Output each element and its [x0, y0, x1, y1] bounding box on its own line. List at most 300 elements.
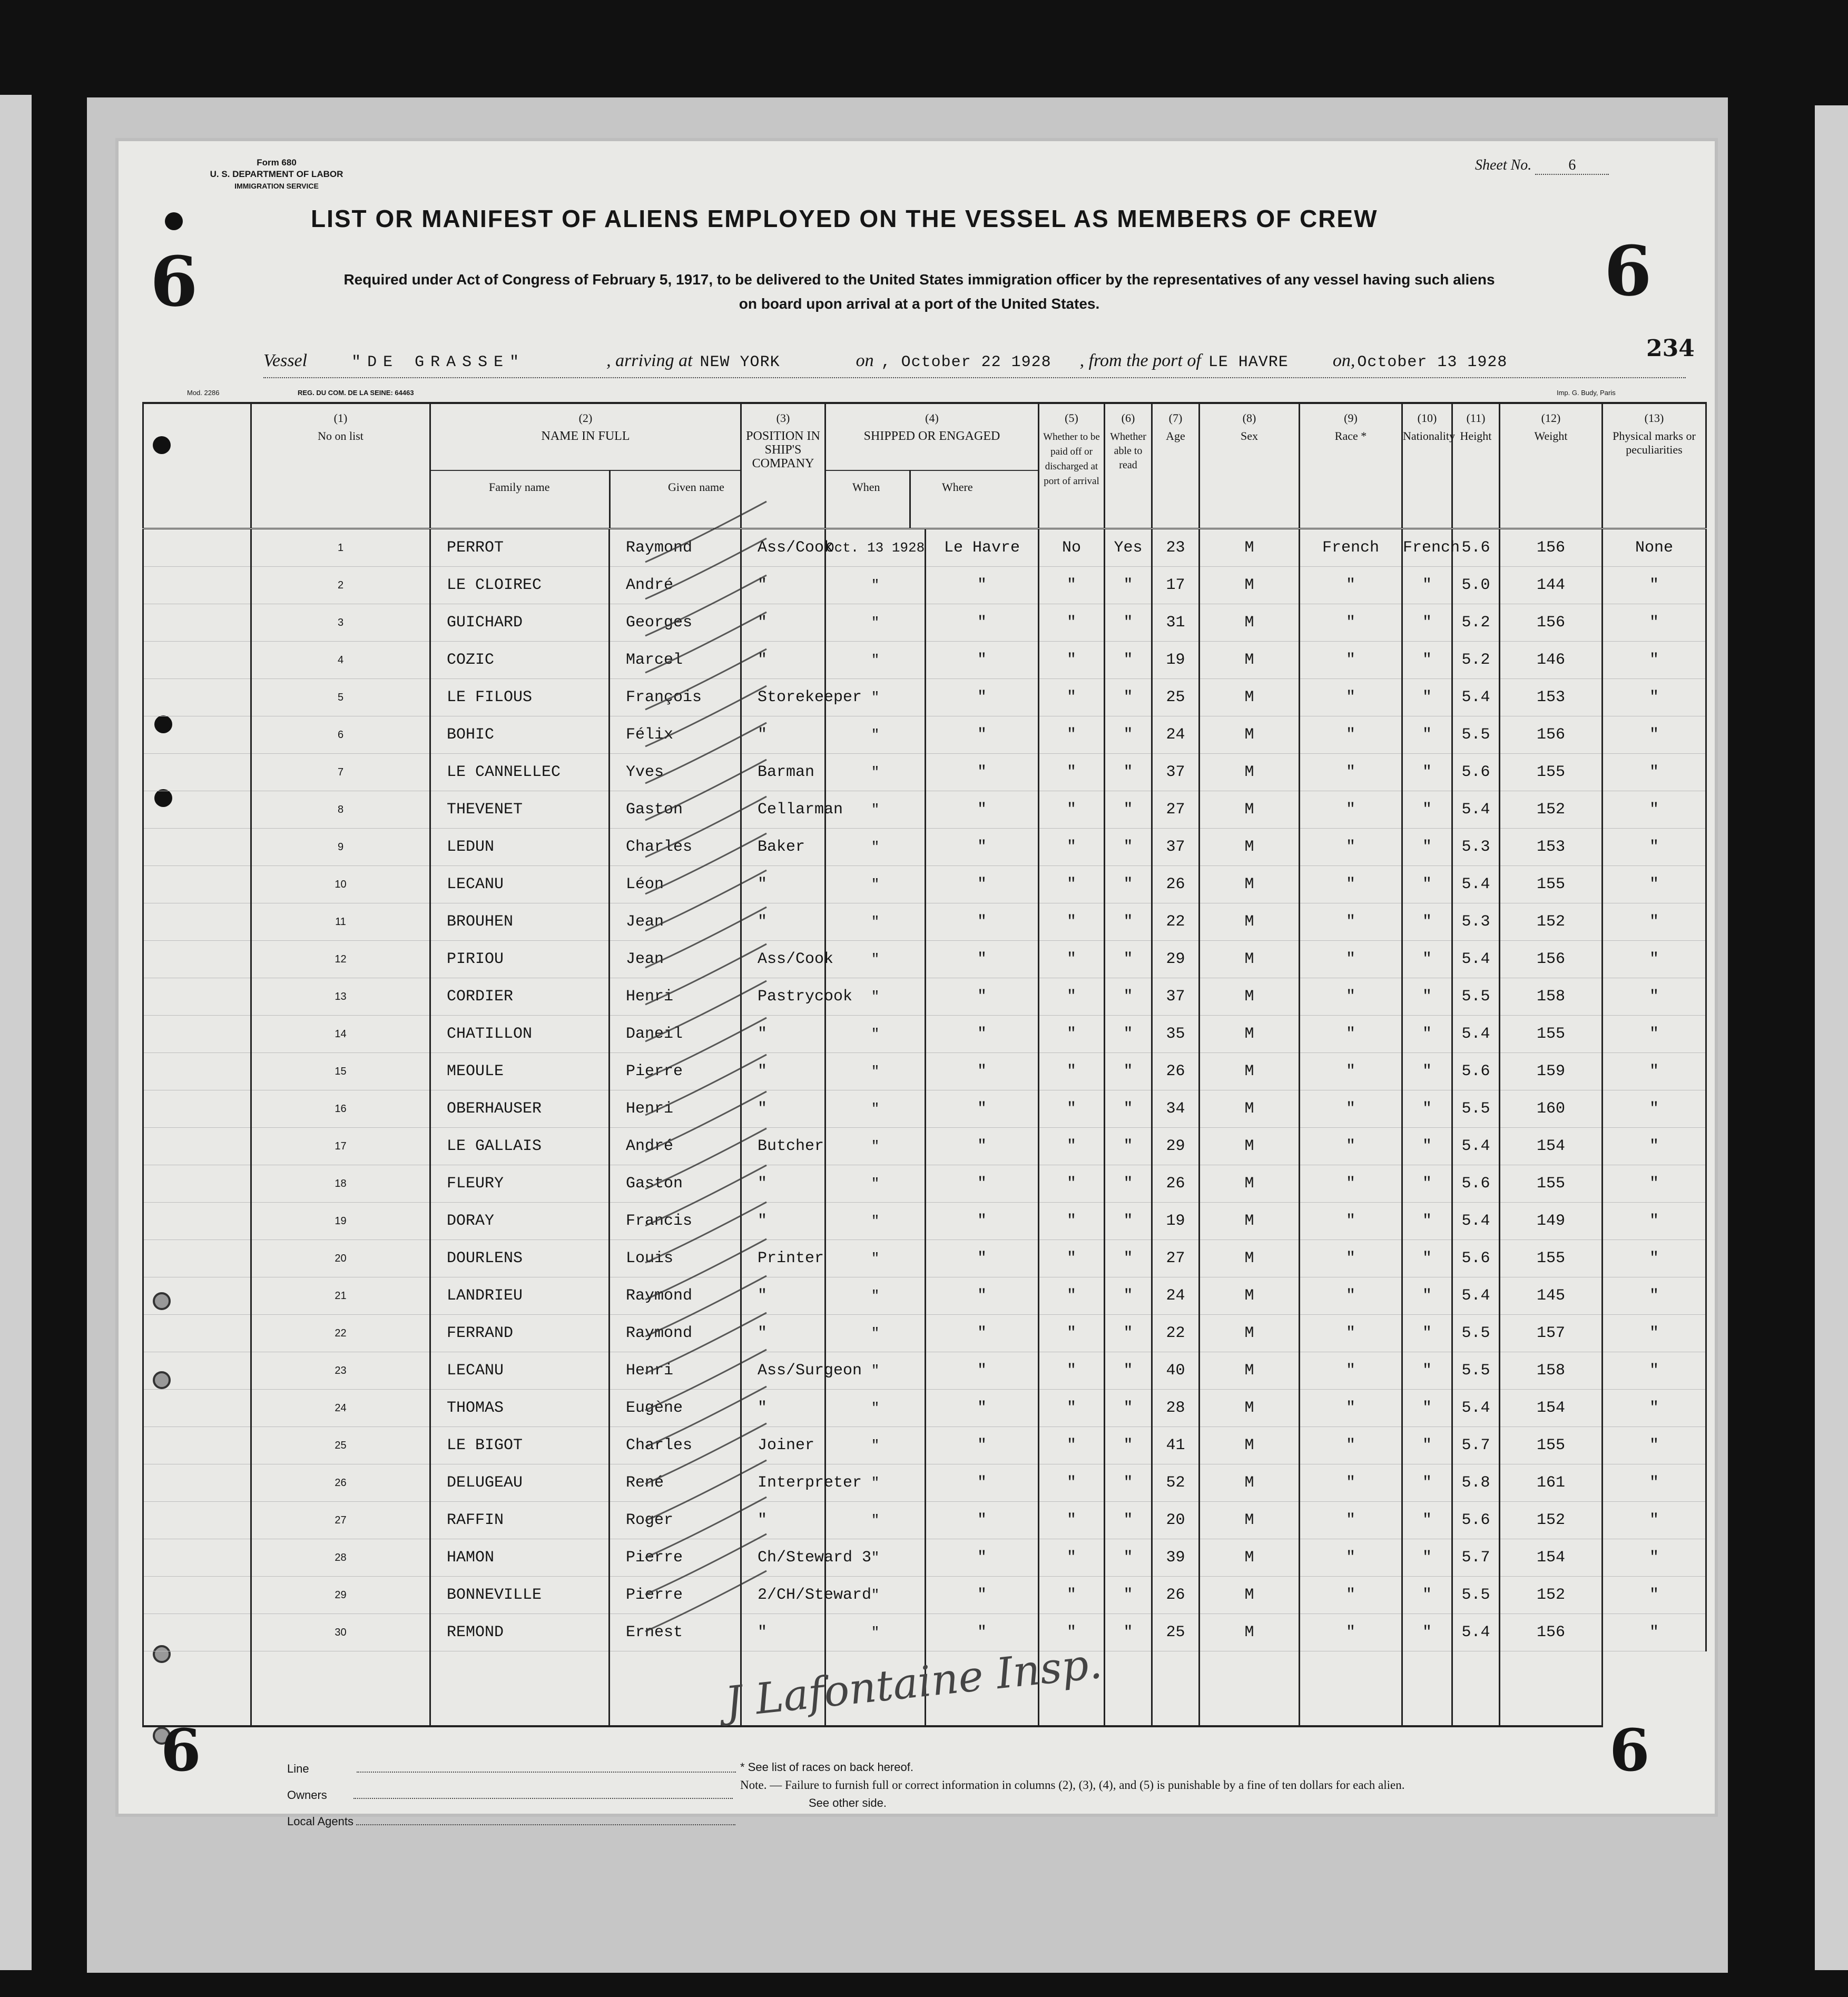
- race-cell: ": [1300, 1277, 1402, 1315]
- shipped-when-cell: ": [825, 941, 926, 978]
- shipped-where-cell: ": [926, 1053, 1039, 1090]
- row-number-cell: 26: [251, 1464, 430, 1502]
- departure-port: LE HAVRE: [1208, 353, 1289, 371]
- position-cell: ": [741, 1165, 825, 1203]
- position-cell: ": [741, 1016, 825, 1053]
- nationality-cell: ": [1402, 1390, 1452, 1427]
- col-spacer: [143, 403, 251, 529]
- family-name-cell: CHATILLON: [430, 1016, 610, 1053]
- table-row: [143, 829, 1706, 866]
- sex-cell: M: [1200, 1614, 1300, 1651]
- row-spacer: [143, 1464, 251, 1502]
- given-name-cell: Gaston: [610, 1165, 741, 1203]
- height-cell: 5.4: [1452, 791, 1500, 829]
- nationality-cell: ": [1402, 1539, 1452, 1577]
- race-cell: ": [1300, 567, 1402, 604]
- shipped-when-cell: ": [825, 679, 926, 716]
- shipped-when-cell: ": [825, 866, 926, 903]
- age-cell: 34: [1152, 1090, 1200, 1128]
- able-to-read-cell: ": [1105, 754, 1152, 791]
- family-name-cell: MEOULE: [430, 1053, 610, 1090]
- line-label: Line: [287, 1762, 309, 1775]
- age-cell: 25: [1152, 1614, 1200, 1651]
- family-name-cell: DORAY: [430, 1203, 610, 1240]
- able-to-read-cell: ": [1105, 829, 1152, 866]
- race-cell: ": [1300, 1090, 1402, 1128]
- shipped-when-cell: ": [825, 1390, 926, 1427]
- age-cell: 37: [1152, 754, 1200, 791]
- family-name-cell: THOMAS: [430, 1390, 610, 1427]
- where-header: Where: [942, 480, 973, 494]
- row-number-cell: 20: [251, 1240, 430, 1277]
- row-number-cell: 9: [251, 829, 430, 866]
- row-spacer: [143, 1240, 251, 1277]
- given-name-cell: Ernest: [610, 1614, 741, 1651]
- shipped-where-cell: ": [926, 978, 1039, 1016]
- table-row: [143, 1053, 1706, 1090]
- shipped-where-cell: ": [926, 1614, 1039, 1651]
- height-cell: 5.3: [1452, 829, 1500, 866]
- given-name-cell: Eugène: [610, 1390, 741, 1427]
- weight-cell: 152: [1500, 1502, 1603, 1539]
- family-name-cell: DELUGEAU: [430, 1464, 610, 1502]
- table-row: [143, 1464, 1706, 1502]
- position-cell: ": [741, 866, 825, 903]
- physical-marks-cell: ": [1603, 978, 1706, 1016]
- race-cell: ": [1300, 1352, 1402, 1390]
- row-number-cell: 19: [251, 1203, 430, 1240]
- given-name-cell: Charles: [610, 829, 741, 866]
- race-cell: ": [1300, 829, 1402, 866]
- physical-marks-cell: ": [1603, 716, 1706, 754]
- mod-number: Mod. 2286: [187, 389, 220, 397]
- big-sheet-number-bottom-left: 6: [161, 1716, 201, 1784]
- position-cell: ": [741, 1390, 825, 1427]
- shipped-where-cell: ": [926, 1240, 1039, 1277]
- family-name-cell: COZIC: [430, 642, 610, 679]
- paid-off-cell: ": [1039, 1390, 1105, 1427]
- row-number-cell: 21: [251, 1277, 430, 1315]
- given-name-cell: Daneil: [610, 1016, 741, 1053]
- paid-off-cell: ": [1039, 1165, 1105, 1203]
- row-number-cell: 24: [251, 1390, 430, 1427]
- nationality-cell: ": [1402, 978, 1452, 1016]
- form-number: Form 680: [257, 158, 297, 168]
- given-name-cell: Jean: [610, 903, 741, 941]
- row-spacer: [143, 529, 251, 567]
- weight-cell: 156: [1500, 1614, 1603, 1651]
- sex-cell: M: [1200, 529, 1300, 567]
- weight-cell: 152: [1500, 791, 1603, 829]
- form-designation: [208, 157, 345, 192]
- paid-off-cell: ": [1039, 1464, 1105, 1502]
- shipped-when-cell: ": [825, 642, 926, 679]
- height-cell: 5.4: [1452, 679, 1500, 716]
- shipped-where-cell: ": [926, 1577, 1039, 1614]
- nationality-cell: ": [1402, 679, 1452, 716]
- race-cell: ": [1300, 1614, 1402, 1651]
- col-header-name: (2) NAME IN FULL Family name Given name: [430, 403, 741, 529]
- penalty-note: Note. — Failure to furnish full or correct information in columns (2), (3), (4), and (5) is punishable by a fine of ten dollars for each alien.: [740, 1778, 1405, 1792]
- table-row: [143, 1203, 1706, 1240]
- shipped-where-cell: ": [926, 1502, 1039, 1539]
- position-cell: ": [741, 1090, 825, 1128]
- height-cell: 5.8: [1452, 1464, 1500, 1502]
- shipped-where-cell: ": [926, 1128, 1039, 1165]
- able-to-read-cell: ": [1105, 716, 1152, 754]
- age-cell: 35: [1152, 1016, 1200, 1053]
- title-subtitle: [224, 268, 1615, 316]
- nationality-cell: ": [1402, 1128, 1452, 1165]
- table-row: [143, 716, 1706, 754]
- vessel-label: Vessel: [263, 351, 308, 370]
- row-spacer: [143, 604, 251, 642]
- family-name-cell: RAFFIN: [430, 1502, 610, 1539]
- table-row: [143, 1090, 1706, 1128]
- family-name-header: Family name: [489, 480, 550, 494]
- row-spacer: [143, 941, 251, 978]
- physical-marks-cell: ": [1603, 1165, 1706, 1203]
- sex-cell: M: [1200, 1128, 1300, 1165]
- age-cell: 26: [1152, 1053, 1200, 1090]
- sex-cell: M: [1200, 866, 1300, 903]
- sex-cell: M: [1200, 604, 1300, 642]
- row-number-cell: 2: [251, 567, 430, 604]
- sex-cell: M: [1200, 1539, 1300, 1577]
- height-cell: 5.4: [1452, 1390, 1500, 1427]
- shipped-where-cell: ": [926, 1165, 1039, 1203]
- big-sheet-number-bottom-right: 6: [1609, 1716, 1650, 1784]
- race-cell: ": [1300, 1427, 1402, 1464]
- race-cell: ": [1300, 716, 1402, 754]
- paid-off-cell: ": [1039, 716, 1105, 754]
- physical-marks-cell: ": [1603, 567, 1706, 604]
- nationality-cell: ": [1402, 1277, 1452, 1315]
- col-header-paid-off: (5) Whether to be paid off or discharged at port of arrival: [1039, 403, 1105, 529]
- height-cell: 5.6: [1452, 1053, 1500, 1090]
- height-cell: 5.6: [1452, 1240, 1500, 1277]
- able-to-read-cell: ": [1105, 567, 1152, 604]
- physical-marks-cell: ": [1603, 866, 1706, 903]
- shipped-when-cell: ": [825, 1203, 926, 1240]
- sex-cell: M: [1200, 978, 1300, 1016]
- printer-name: Imp. G. Budy, Paris: [1557, 389, 1616, 397]
- sex-cell: M: [1200, 1016, 1300, 1053]
- shipped-where-cell: ": [926, 1427, 1039, 1464]
- age-cell: 23: [1152, 529, 1200, 567]
- row-number-cell: 15: [251, 1053, 430, 1090]
- table-row: [143, 791, 1706, 829]
- age-cell: 29: [1152, 1128, 1200, 1165]
- nationality-cell: ": [1402, 1464, 1452, 1502]
- row-number-cell: 5: [251, 679, 430, 716]
- row-number-cell: 28: [251, 1539, 430, 1577]
- col-header-nationality: (10) Nationality: [1402, 403, 1452, 529]
- age-cell: 39: [1152, 1539, 1200, 1577]
- physical-marks-cell: None: [1603, 529, 1706, 567]
- physical-marks-cell: ": [1603, 941, 1706, 978]
- family-name-cell: LECANU: [430, 1352, 610, 1390]
- sex-cell: M: [1200, 1352, 1300, 1390]
- shipped-when-cell: ": [825, 1090, 926, 1128]
- family-name-cell: THEVENET: [430, 791, 610, 829]
- able-to-read-cell: ": [1105, 1277, 1152, 1315]
- weight-cell: 160: [1500, 1090, 1603, 1128]
- physical-marks-cell: ": [1603, 1128, 1706, 1165]
- paid-off-cell: ": [1039, 1053, 1105, 1090]
- paid-off-cell: ": [1039, 829, 1105, 866]
- able-to-read-cell: ": [1105, 1240, 1152, 1277]
- paid-off-cell: No: [1039, 529, 1105, 567]
- manifest-sheet: [119, 141, 1715, 1828]
- able-to-read-cell: ": [1105, 866, 1152, 903]
- departure-date: October 13 1928: [1357, 353, 1508, 371]
- row-number-cell: 7: [251, 754, 430, 791]
- weight-cell: 155: [1500, 1427, 1603, 1464]
- weight-cell: 155: [1500, 1165, 1603, 1203]
- paid-off-cell: ": [1039, 903, 1105, 941]
- height-cell: 5.6: [1452, 1502, 1500, 1539]
- physical-marks-cell: ": [1603, 791, 1706, 829]
- height-cell: 5.4: [1452, 1203, 1500, 1240]
- races-note: * See list of races on back hereof.: [740, 1760, 913, 1774]
- given-name-cell: Pierre: [610, 1577, 741, 1614]
- row-spacer: [143, 1577, 251, 1614]
- age-cell: 27: [1152, 1240, 1200, 1277]
- race-cell: French: [1300, 529, 1402, 567]
- row-number-cell: 23: [251, 1352, 430, 1390]
- table-row: [143, 642, 1706, 679]
- punch-hole: [165, 212, 183, 230]
- given-name-cell: Roger: [610, 1502, 741, 1539]
- paid-off-cell: ": [1039, 1502, 1105, 1539]
- physical-marks-cell: ": [1603, 1203, 1706, 1240]
- race-cell: ": [1300, 1128, 1402, 1165]
- physical-marks-cell: ": [1603, 642, 1706, 679]
- weight-cell: 156: [1500, 604, 1603, 642]
- able-to-read-cell: ": [1105, 1390, 1152, 1427]
- age-cell: 26: [1152, 866, 1200, 903]
- sex-cell: M: [1200, 1053, 1300, 1090]
- race-cell: ": [1300, 754, 1402, 791]
- row-spacer: [143, 1502, 251, 1539]
- shipped-where-cell: ": [926, 829, 1039, 866]
- row-spacer: [143, 1053, 251, 1090]
- family-name-cell: OBERHAUSER: [430, 1090, 610, 1128]
- col-header-no: (1) No on list: [251, 403, 430, 529]
- able-to-read-cell: ": [1105, 1614, 1152, 1651]
- race-cell: ": [1300, 1539, 1402, 1577]
- height-cell: 5.5: [1452, 1090, 1500, 1128]
- weight-cell: 155: [1500, 1240, 1603, 1277]
- race-cell: ": [1300, 679, 1402, 716]
- weight-cell: 156: [1500, 716, 1603, 754]
- paid-off-cell: ": [1039, 1016, 1105, 1053]
- shipped-where-cell: ": [926, 1464, 1039, 1502]
- shipped-where-cell: ": [926, 1016, 1039, 1053]
- row-spacer: [143, 1539, 251, 1577]
- position-cell: Joiner: [741, 1427, 825, 1464]
- able-to-read-cell: ": [1105, 1315, 1152, 1352]
- sex-cell: M: [1200, 941, 1300, 978]
- shipped-when-cell: Oct. 13 1928: [825, 529, 926, 567]
- table-row: [143, 866, 1706, 903]
- able-to-read-cell: ": [1105, 1352, 1152, 1390]
- paid-off-cell: ": [1039, 866, 1105, 903]
- family-name-cell: BROUHEN: [430, 903, 610, 941]
- manifest-rows: [143, 529, 1706, 1651]
- position-cell: Barman: [741, 754, 825, 791]
- sex-cell: M: [1200, 1240, 1300, 1277]
- physical-marks-cell: ": [1603, 1090, 1706, 1128]
- given-name-cell: Charles: [610, 1427, 741, 1464]
- weight-cell: 152: [1500, 903, 1603, 941]
- shipped-where-cell: ": [926, 567, 1039, 604]
- paid-off-cell: ": [1039, 604, 1105, 642]
- height-cell: 5.4: [1452, 941, 1500, 978]
- physical-marks-cell: ": [1603, 1277, 1706, 1315]
- shipped-where-cell: ": [926, 754, 1039, 791]
- weight-cell: 145: [1500, 1277, 1603, 1315]
- able-to-read-cell: ": [1105, 1128, 1152, 1165]
- given-name-cell: Marcel: [610, 642, 741, 679]
- age-cell: 24: [1152, 716, 1200, 754]
- service-name: IMMIGRATION SERVICE: [234, 182, 319, 190]
- row-spacer: [143, 567, 251, 604]
- physical-marks-cell: ": [1603, 1614, 1706, 1651]
- weight-cell: 155: [1500, 754, 1603, 791]
- family-name-cell: FLEURY: [430, 1165, 610, 1203]
- paid-off-cell: ": [1039, 1427, 1105, 1464]
- row-spacer: [143, 1128, 251, 1165]
- subtitle-line-1: Required under Act of Congress of February 5, 1917, to be delivered to the United States immigration officer by the representatives of any vessel having such aliens: [343, 271, 1495, 288]
- table-row: [143, 1614, 1706, 1651]
- paid-off-cell: ": [1039, 1539, 1105, 1577]
- table-row: [143, 903, 1706, 941]
- stamp-number: 234: [1646, 335, 1695, 362]
- given-name-cell: Léon: [610, 866, 741, 903]
- height-cell: 5.5: [1452, 716, 1500, 754]
- race-cell: ": [1300, 604, 1402, 642]
- given-name-cell: René: [610, 1464, 741, 1502]
- table-row: [143, 679, 1706, 716]
- sex-cell: M: [1200, 1315, 1300, 1352]
- col-header-shipped: (4) SHIPPED OR ENGAGED When Where: [825, 403, 1039, 529]
- physical-marks-cell: ": [1603, 679, 1706, 716]
- row-number-cell: 22: [251, 1315, 430, 1352]
- height-cell: 5.4: [1452, 1128, 1500, 1165]
- paid-off-cell: ": [1039, 1277, 1105, 1315]
- col-header-marks: (13) Physical marks or peculiarities: [1603, 403, 1706, 529]
- nationality-cell: ": [1402, 716, 1452, 754]
- family-name-cell: LEDUN: [430, 829, 610, 866]
- row-number-cell: 11: [251, 903, 430, 941]
- shipped-where-cell: ": [926, 1090, 1039, 1128]
- family-name-cell: DOURLENS: [430, 1240, 610, 1277]
- shipped-when-cell: ": [825, 604, 926, 642]
- family-name-cell: FERRAND: [430, 1315, 610, 1352]
- age-cell: 19: [1152, 642, 1200, 679]
- table-row: [143, 978, 1706, 1016]
- row-number-cell: 12: [251, 941, 430, 978]
- physical-marks-cell: ": [1603, 1315, 1706, 1352]
- able-to-read-cell: ": [1105, 1464, 1152, 1502]
- able-to-read-cell: ": [1105, 1203, 1152, 1240]
- nationality-cell: French: [1402, 529, 1452, 567]
- weight-cell: 155: [1500, 866, 1603, 903]
- position-cell: Ch/Steward 3: [741, 1539, 825, 1577]
- given-name-cell: Henri: [610, 1352, 741, 1390]
- row-spacer: [143, 716, 251, 754]
- right-background-sheet: [1815, 105, 1848, 1970]
- nationality-cell: ": [1402, 1165, 1452, 1203]
- race-cell: ": [1300, 1315, 1402, 1352]
- race-cell: ": [1300, 1502, 1402, 1539]
- weight-cell: 158: [1500, 1352, 1603, 1390]
- col-header-position: (3) POSITION IN SHIP'S COMPANY: [741, 403, 825, 529]
- physical-marks-cell: ": [1603, 1502, 1706, 1539]
- weight-cell: 152: [1500, 1577, 1603, 1614]
- height-cell: 5.5: [1452, 1352, 1500, 1390]
- age-cell: 25: [1152, 679, 1200, 716]
- shipped-where-cell: ": [926, 941, 1039, 978]
- table-row: [143, 941, 1706, 978]
- given-name-cell: Pierre: [610, 1053, 741, 1090]
- table-row: [143, 1240, 1706, 1277]
- row-spacer: [143, 791, 251, 829]
- shipped-when-cell: ": [825, 716, 926, 754]
- race-cell: ": [1300, 1203, 1402, 1240]
- shipped-when-cell: ": [825, 1352, 926, 1390]
- age-cell: 31: [1152, 604, 1200, 642]
- race-cell: ": [1300, 1390, 1402, 1427]
- row-number-cell: 6: [251, 716, 430, 754]
- race-cell: ": [1300, 941, 1402, 978]
- table-row: [143, 1390, 1706, 1427]
- age-cell: 27: [1152, 791, 1200, 829]
- family-name-cell: BONNEVILLE: [430, 1577, 610, 1614]
- row-number-cell: 17: [251, 1128, 430, 1165]
- shipped-where-cell: ": [926, 1203, 1039, 1240]
- row-spacer: [143, 1016, 251, 1053]
- paid-off-cell: ": [1039, 1614, 1105, 1651]
- shipped-where-cell: ": [926, 1352, 1039, 1390]
- shipped-where-cell: ": [926, 866, 1039, 903]
- given-name-cell: André: [610, 567, 741, 604]
- family-name-cell: CORDIER: [430, 978, 610, 1016]
- age-cell: 26: [1152, 1165, 1200, 1203]
- table-row: [143, 567, 1706, 604]
- race-cell: ": [1300, 1240, 1402, 1277]
- weight-cell: 154: [1500, 1539, 1603, 1577]
- weight-cell: 156: [1500, 529, 1603, 567]
- height-cell: 5.7: [1452, 1427, 1500, 1464]
- position-cell: ": [741, 604, 825, 642]
- able-to-read-cell: ": [1105, 1016, 1152, 1053]
- sex-cell: M: [1200, 1390, 1300, 1427]
- family-name-cell: GUICHARD: [430, 604, 610, 642]
- able-to-read-cell: ": [1105, 1427, 1152, 1464]
- registry-number: REG. DU COM. DE LA SEINE: 64463: [298, 389, 414, 397]
- height-cell: 5.6: [1452, 1165, 1500, 1203]
- table-row: [143, 1315, 1706, 1352]
- arrival-date: , October 22 1928: [881, 353, 1051, 371]
- able-to-read-cell: Yes: [1105, 529, 1152, 567]
- weight-cell: 155: [1500, 1016, 1603, 1053]
- family-name-cell: HAMON: [430, 1539, 610, 1577]
- shipped-when-cell: ": [825, 754, 926, 791]
- weight-cell: 146: [1500, 642, 1603, 679]
